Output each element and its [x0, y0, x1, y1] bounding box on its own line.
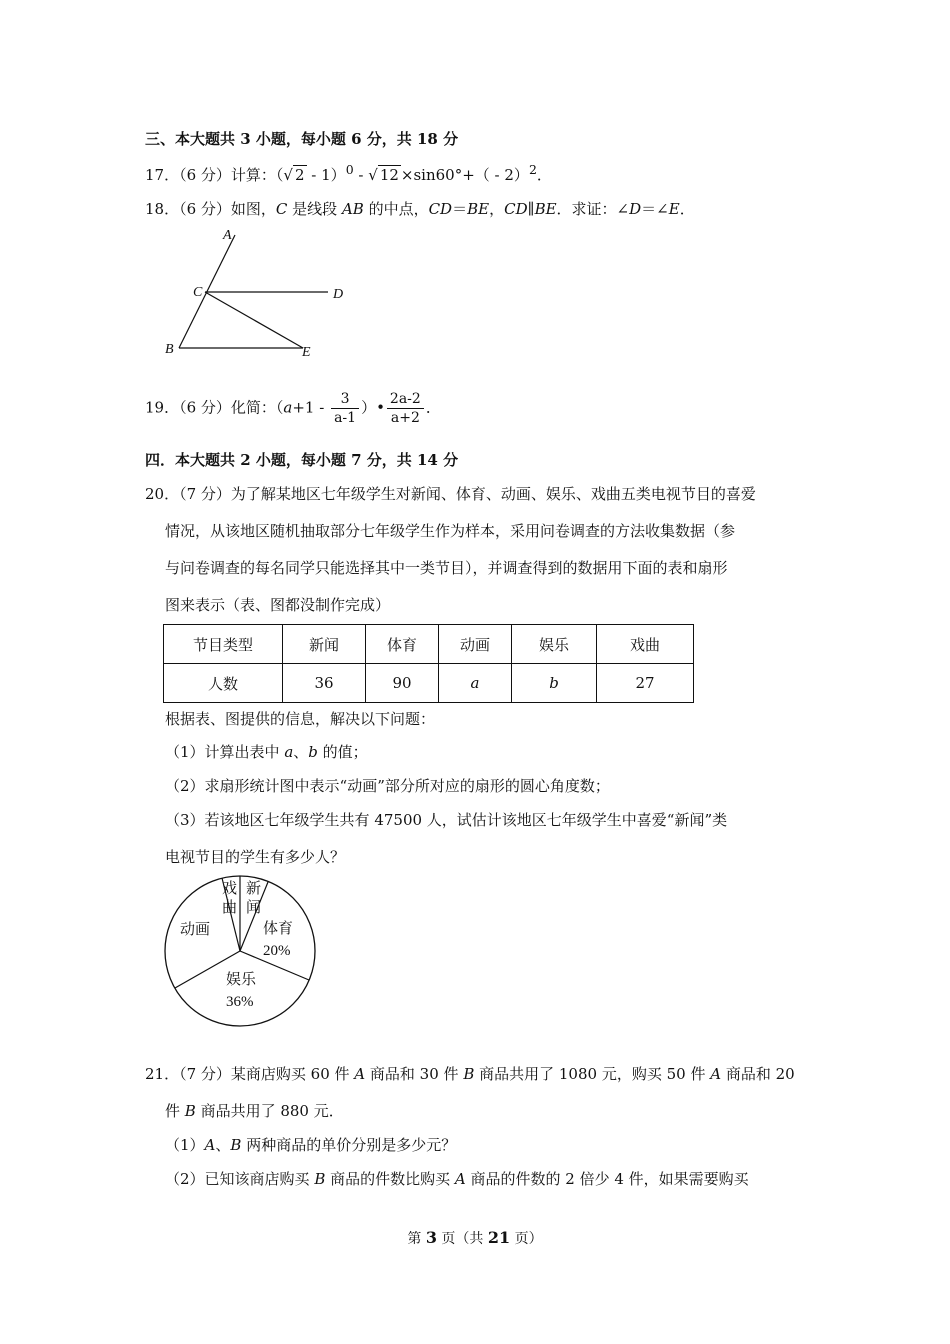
label-yule-pct: 36%: [226, 994, 254, 1010]
label-xinwen-1: 新: [246, 879, 262, 897]
table-cell: 娱乐: [512, 625, 597, 664]
label-donghua: 动画: [180, 920, 211, 938]
triangle-figure: [160, 225, 360, 365]
label-a: A: [223, 228, 232, 243]
pie-chart: [160, 872, 330, 1032]
question-21-line-2: 件 B 商品共用了 880 元．: [165, 1102, 344, 1120]
label-tiyu: 体育: [263, 919, 294, 937]
question-21-part-2: （2）已知该商店购买 B 商品的件数比购买 A 商品的件数的 2 倍少 4 件，如果需要购买: [165, 1170, 749, 1188]
table-cell: 90: [366, 664, 439, 703]
section-3-heading: 三、本大题共 3 小题，每小题 6 分，共 18 分: [145, 130, 459, 148]
table-cell: 体育: [366, 625, 439, 664]
label-tiyu-pct: 20%: [263, 943, 291, 959]
table-cell: 36: [283, 664, 366, 703]
question-20-line-4: 图来表示（表、图都没制作完成）: [165, 596, 391, 614]
question-20-part-1: （1）计算出表中 a、b 的值；: [165, 743, 368, 761]
page-total: 21: [487, 1228, 511, 1247]
label-b: B: [165, 342, 174, 357]
label-d: D: [333, 287, 344, 302]
question-20-part-3b: 电视节目的学生有多少人？: [165, 848, 346, 866]
question-20-line-2: 情况，从该地区随机抽取部分七年级学生作为样本，采用问卷调查的方法收集数据（参: [165, 522, 736, 540]
question-20-part-2: （2）求扇形统计图中表示“动画”部分所对应的扇形的圆心角度数；: [165, 777, 610, 795]
section-4-heading: 四．本大题共 2 小题，每小题 7 分，共 14 分: [145, 451, 459, 469]
table-cell: 人数: [164, 664, 283, 703]
question-17: 17．（6 分）计算：（√ 2 - 1）$^0$ - √ 12 ×sin60°+（ - 2）$^2$．: [145, 162, 552, 184]
question-21-line-1: 21．（7 分）某商店购买 60 件 A 商品和 30 件 B 商品共用了 1080 元，购买 50 件 A 商品和 20: [145, 1065, 795, 1083]
table-cell: 节目类型: [164, 625, 283, 664]
question-21-part-1: （1）A、B 两种商品的单价分别是多少元？: [165, 1136, 457, 1154]
question-18: 18．（6 分）如图，C 是线段 AB 的中点，CD＝BE，CD∥BE．求证：∠D＝∠E．: [145, 200, 695, 218]
fraction-2a-2-over-a+2: $\frac{2a-2}{a+2}$: [387, 390, 424, 427]
label-xinwen-2: 闻: [246, 898, 262, 916]
survey-table: [163, 624, 694, 703]
table-row: [164, 664, 694, 703]
table-cell: b: [512, 664, 597, 703]
label-c: C: [193, 285, 203, 300]
label-xiqu-1: 戏: [222, 879, 238, 897]
fraction-3-over-a-1: $\frac{3}{a-1}$: [331, 390, 359, 427]
page-footer: 第 3 页（共 21 页）: [407, 1228, 543, 1247]
table-cell: 27: [597, 664, 694, 703]
label-xiqu-2: 曲: [222, 898, 238, 916]
label-yule: 娱乐: [226, 970, 257, 988]
question-20-line-1: 20．（7 分）为了解某地区七年级学生对新闻、体育、动画、娱乐、戏曲五类电视节目的喜爱: [145, 485, 756, 503]
question-20-part-3a: （3）若该地区七年级学生共有 47500 人，试估计该地区七年级学生中喜爱“新闻”类: [165, 811, 728, 829]
table-cell: a: [439, 664, 512, 703]
question-20-line-3: 与问卷调查的每名同学只能选择其中一类节目），并调查得到的数据用下面的表和扇形: [165, 559, 728, 577]
label-e: E: [302, 345, 311, 360]
table-cell: 动画: [439, 625, 512, 664]
table-cell: 戏曲: [597, 625, 694, 664]
table-header-row: [164, 625, 694, 664]
segment-ce: [205, 292, 303, 348]
question-20-info: 根据表、图提供的信息，解决以下问题：: [165, 710, 436, 728]
page-number: 3: [425, 1228, 437, 1247]
question-19: 19．（6 分）化简：（a+1 - $\frac{3}{a-1}$ ）• $\frac{2a-2}{a+2}$ ．: [145, 391, 441, 426]
table-cell: 新闻: [283, 625, 366, 664]
